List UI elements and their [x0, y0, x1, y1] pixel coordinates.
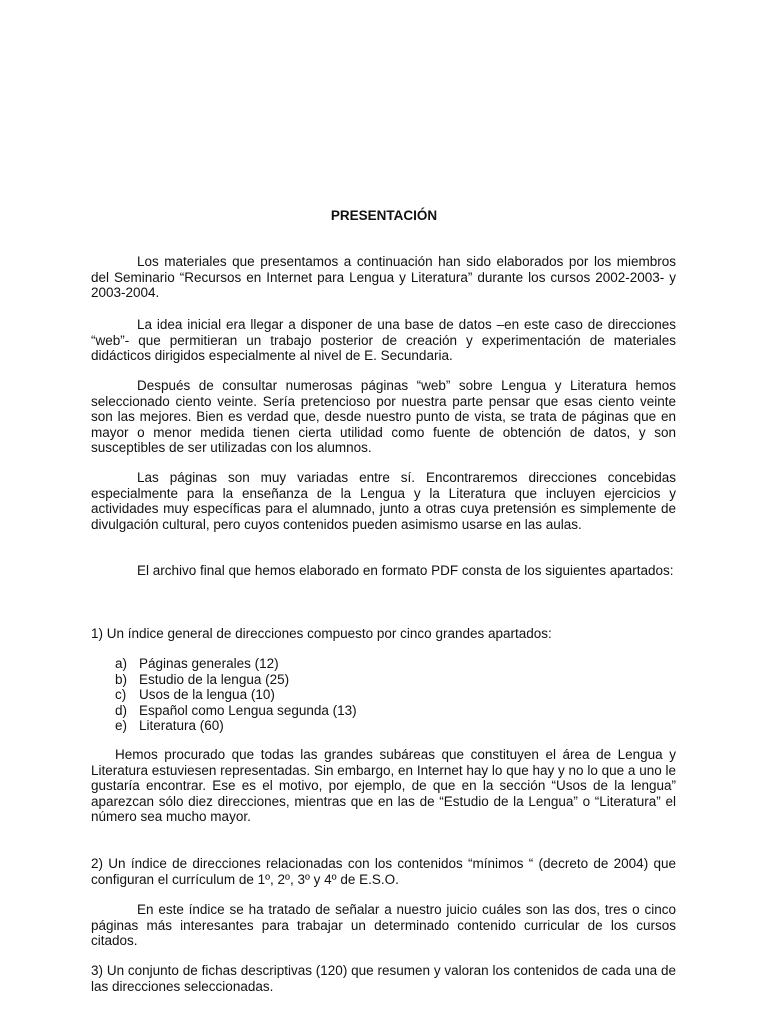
paragraph-variety: Las páginas son muy variadas entre sí. Encontraremos direcciones concebidas especialmente para la enseñanza de la Lengua y la Literatura que incluyen ejercicios y actividades muy específicas para el alumnado, junto a otras cuya pretensión es simplemente de divulgación cultural, pero cuyos contenidos pueden asimismo usarse en las aulas. [91, 470, 676, 532]
page-title: PRESENTACIÓN [330, 208, 438, 223]
paragraph-subareas: Hemos procurado que todas las grandes subáreas que constituyen el área de Lengua y Literatura estuviesen representadas. Sin embargo, en Internet hay lo que hay y no lo que a uno le gustaría encontrar. Ese es el motivo, por ejemplo, de que en la sección “Usos de la lengua” aparezcan sólo diez direcciones, mientras que en las de “Estudio de la Lengua” o “Literatura” el número sea mucho mayor. [91, 747, 676, 824]
list-item [115, 718, 357, 734]
paragraph-index-explanation: En este índice se ha tratado de señalar a nuestro juicio cuáles son las dos, tres o cinco páginas más interesantes para trabajar un determinado contenido curricular de los cursos citados. [91, 902, 676, 948]
list-item-text: Usos de la lengua (10) [139, 687, 275, 702]
list-item [115, 672, 357, 688]
paragraph-selection: Después de consultar numerosas páginas “web” sobre Lengua y Literatura hemos seleccionado ciento veinte. Sería pretencioso por nuestra parte pensar que esas ciento veinte son las mejores. Bien es verdad que, desde nuestro punto de vista, se trata de páginas que en mayor o menor medida tienen cierta utilidad como fuente de obtención de datos, y son susceptibles de ser utilizadas con los alumnos. [91, 378, 676, 455]
list-item-text: Literatura (60) [139, 718, 224, 733]
list-marker: c) [115, 687, 127, 702]
list-item [115, 656, 357, 672]
paragraph-fichas: 3) Un conjunto de fichas descriptivas (120) que resumen y valoran los contenidos de cada una de las direcciones seleccionadas. [91, 963, 676, 994]
list-item-text: Páginas generales (12) [139, 656, 279, 671]
paragraph-archive: El archivo final que hemos elaborado en formato PDF consta de los siguientes apartados: [137, 563, 674, 578]
list-item [115, 687, 357, 703]
paragraph-index-minimos: 2) Un índice de direcciones relacionadas con los contenidos “mínimos “ (decreto de 2004) que configuran el currículum de 1º, 2º, 3º y 4º de E.S.O. [91, 856, 676, 887]
list-marker: b) [115, 671, 128, 687]
paragraph-index-general: 1) Un índice general de direcciones compuesto por cinco grandes apartados: [91, 626, 552, 641]
paragraph-intro: Los materiales que presentamos a continuación han sido elaborados por los miembros del Seminario “Recursos en Internet para Lengua y Literatura” durante los cursos 2002-2003- y 2003-2004. [91, 254, 676, 300]
list-item-text: Estudio de la lengua (25) [139, 671, 290, 687]
list-marker: d) [115, 702, 128, 718]
list-marker: e) [115, 718, 128, 733]
list-item [115, 703, 357, 719]
list-marker: a) [115, 656, 128, 671]
list-item-text: Español como Lengua segunda (13) [139, 702, 357, 718]
paragraph-idea: La idea inicial era llegar a disponer de una base de datos –en este caso de direcciones “web”- que permitieran un trabajo posterior de creación y experimentación de materiales didácticos dirigidos especialmente al nivel de E. Secundaria. [91, 317, 676, 363]
section-list [115, 656, 357, 734]
